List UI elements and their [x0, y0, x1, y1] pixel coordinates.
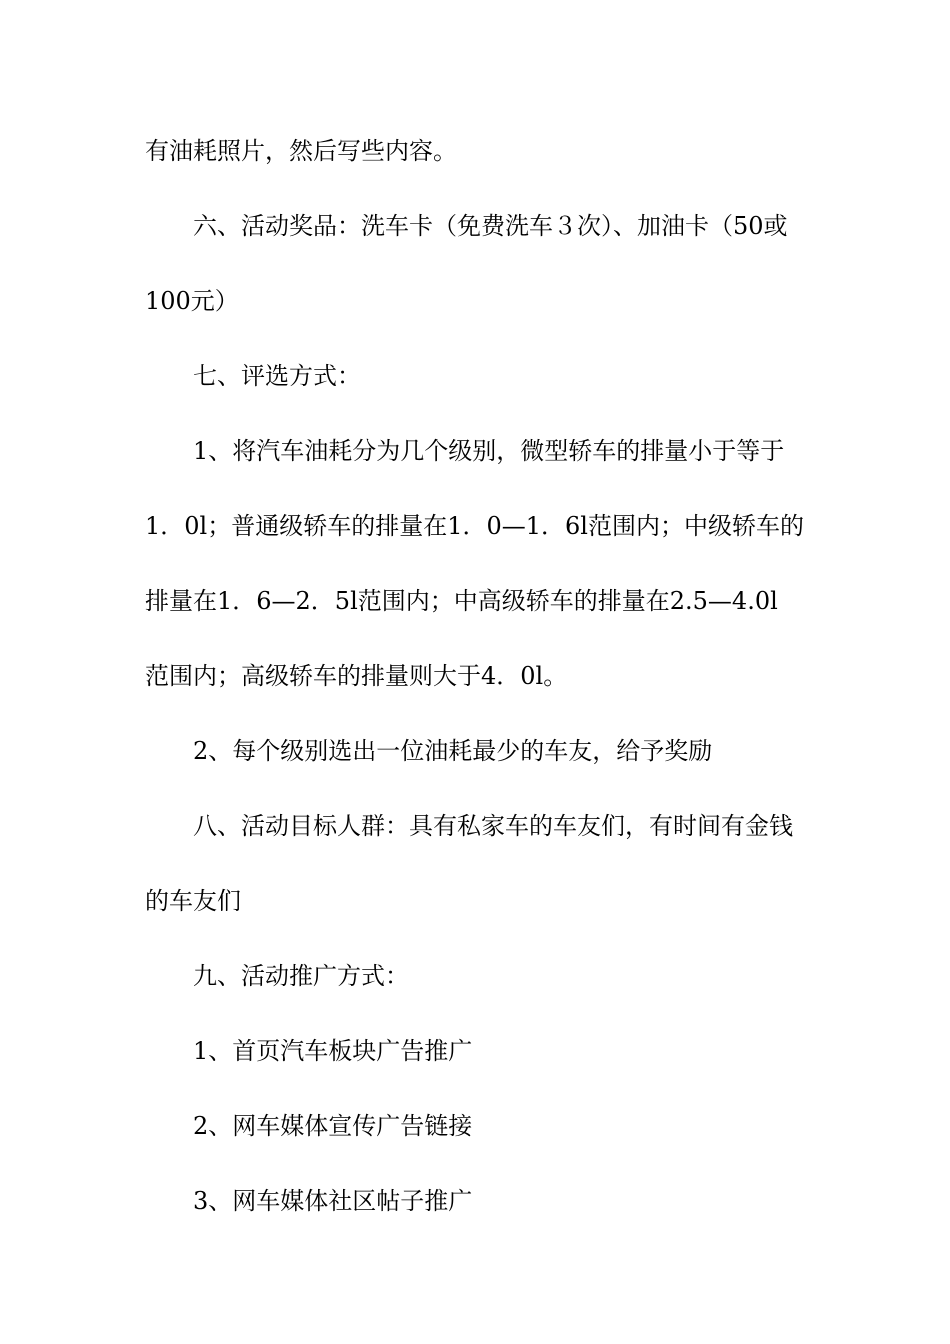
- section-nine-heading: 九、活动推广方式：: [193, 962, 409, 990]
- section-eight-target-audience: 八、活动目标人群：具有私家车的车友们，有时间有金钱: [193, 812, 793, 840]
- selection-item-1-continued-2: 排量在1．6—2．5l范围内；中高级轿车的排量在2.5—4.0l: [145, 587, 778, 615]
- section-six-prizes-continued: 100元）: [145, 287, 239, 315]
- section-seven-heading: 七、评选方式：: [193, 362, 361, 390]
- promotion-item-3: 3、网车媒体社区帖子推广: [193, 1187, 473, 1215]
- selection-item-2: 2、每个级别选出一位油耗最少的车友，给予奖励: [193, 737, 713, 765]
- paragraph-continuation: 有油耗照片，然后写些内容。: [145, 137, 457, 165]
- section-six-prizes: 六、活动奖品：洗车卡（免费洗车３次）、加油卡（50或: [193, 212, 788, 240]
- selection-item-1: 1、将汽车油耗分为几个级别，微型轿车的排量小于等于: [193, 437, 785, 465]
- selection-item-1-continued-3: 范围内；高级轿车的排量则大于4．0l。: [145, 662, 568, 690]
- section-eight-continued: 的车友们: [145, 887, 241, 915]
- promotion-item-1: 1、首页汽车板块广告推广: [193, 1037, 473, 1065]
- promotion-item-2: 2、网车媒体宣传广告链接: [193, 1112, 473, 1140]
- selection-item-1-continued: 1．0l；普通级轿车的排量在1．0—1．6l范围内；中级轿车的: [145, 512, 804, 540]
